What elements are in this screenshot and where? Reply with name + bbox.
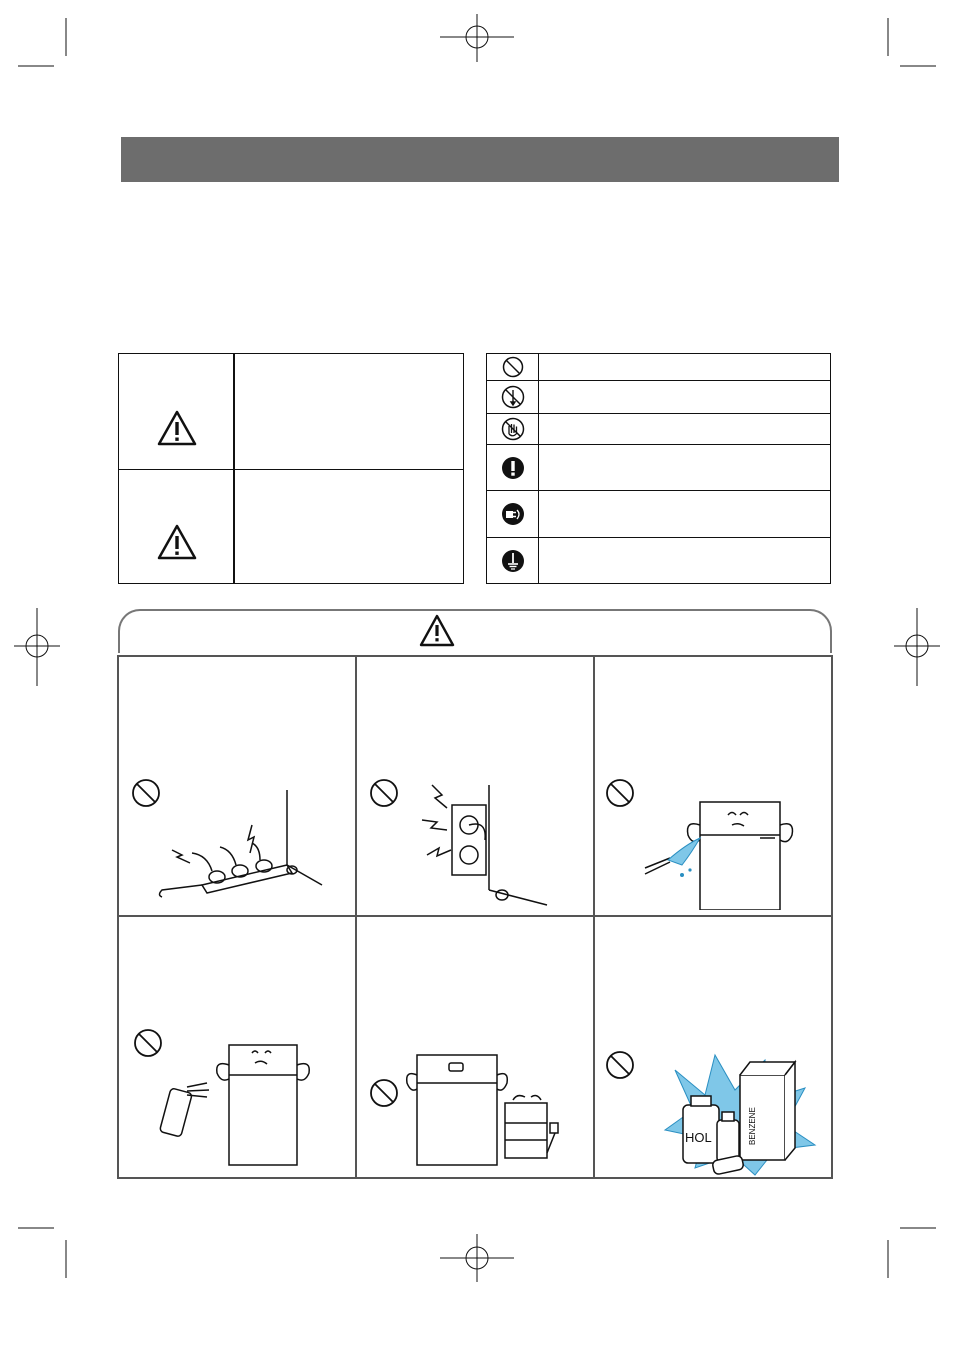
warning-panel (117, 655, 357, 917)
symbol-row (487, 381, 830, 414)
signal-label-cell (119, 470, 235, 583)
symbol-row (487, 354, 830, 381)
warning-panel (357, 917, 595, 1179)
power-strip-illustration (152, 785, 352, 905)
symbol-row (487, 445, 830, 491)
prohibited-icon (605, 1050, 635, 1080)
mandatory-action-icon (501, 456, 525, 480)
prohibited-icon (605, 778, 635, 808)
warning-panel (117, 917, 357, 1179)
signal-label-cell (119, 354, 235, 469)
symbol-icon-cell (487, 538, 539, 583)
do-not-disassemble-icon (501, 385, 525, 409)
flammable-spray-illustration (157, 1035, 352, 1175)
flammable-chemicals-illustration (655, 1050, 830, 1178)
water-spray-illustration (640, 790, 830, 910)
symbol-legend-table (486, 353, 831, 584)
damaged-plug-illustration (417, 780, 592, 910)
warning-triangle-icon (419, 614, 455, 647)
warning-panel (595, 917, 833, 1179)
alcohol-label: HOL (685, 1130, 712, 1145)
prohibited-icon (369, 1078, 399, 1108)
signal-row-warning (119, 354, 463, 470)
unplug-icon (501, 502, 525, 526)
prohibited-icon (369, 778, 399, 808)
do-not-touch-icon (501, 417, 525, 441)
warning-triangle-icon (156, 409, 198, 447)
signal-word-table (118, 353, 464, 584)
symbol-icon-cell (487, 414, 539, 444)
symbol-icon-cell (487, 381, 539, 413)
warning-panel (595, 655, 833, 917)
symbol-row (487, 538, 830, 583)
appliance-illustration (405, 1045, 590, 1173)
section-title-bar (121, 137, 839, 182)
symbol-icon-cell (487, 445, 539, 490)
benzene-label: BENZENE (748, 1107, 757, 1145)
warning-section-header (118, 609, 832, 653)
symbol-row (487, 491, 830, 538)
prohibited-icon (502, 356, 524, 378)
ground-icon (501, 549, 525, 573)
symbol-row (487, 414, 830, 445)
warning-triangle-icon (156, 523, 198, 561)
symbol-icon-cell (487, 491, 539, 537)
signal-row-caution (119, 470, 463, 583)
warning-panel (357, 655, 595, 917)
symbol-icon-cell (487, 354, 539, 380)
